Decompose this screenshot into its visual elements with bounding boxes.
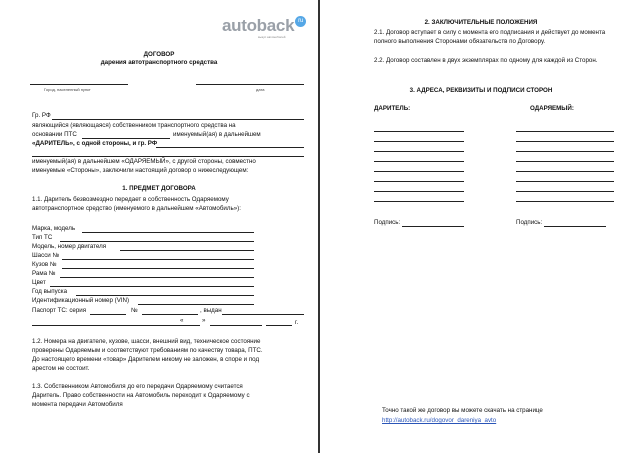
contract-title: ДОГОВОР [143, 51, 175, 58]
intro-line-1: Гр. РФ [32, 112, 51, 119]
para-1-2-line-1: 1.2. Номера на двигателе, кузове, шасси, внешний вид, техническое состояние [32, 338, 261, 345]
field-engine-line[interactable] [120, 250, 254, 251]
year-abbrev: г. [295, 319, 299, 326]
field-frame: Рама № [32, 270, 56, 277]
recipient-detail-line[interactable] [516, 201, 614, 202]
field-make-model: Марка, модель [32, 225, 76, 232]
autoback-logo[interactable] [222, 16, 306, 39]
intro-line-5: «ДАРИТЕЛЬ», с одной стороны, и гр. РФ [32, 140, 158, 147]
intro-line-7: именуемые «Стороны», заключили настоящий договор о нижеследующем: [32, 167, 249, 174]
logo-wordmark: autoback [222, 16, 295, 35]
para-2-1-line-2: полного выполнения Сторонами обязательств по Договору. [374, 38, 546, 45]
donor-detail-line[interactable] [374, 141, 464, 142]
section-1-title: 1. ПРЕДМЕТ ДОГОВОРА [122, 185, 196, 192]
field-chassis: Шасси № [32, 252, 60, 259]
recipient-detail-line[interactable] [516, 141, 614, 142]
fill-line [32, 156, 304, 157]
contract-page-2 [322, 0, 640, 453]
donor-detail-line[interactable] [374, 161, 464, 162]
para-2-2: 2.2. Договор составлен в двух экземплярах по одному для каждой из Сторон. [374, 57, 598, 64]
field-vin-line[interactable] [138, 304, 254, 305]
field-vehicle-type: Тип ТС [32, 234, 53, 241]
para-1-2-line-2: проверены Одаряемым и соответствуют требованиям по качеству товара, ПТС. [32, 347, 263, 354]
field-color: Цвет [32, 279, 46, 286]
recipient-detail-line[interactable] [516, 161, 614, 162]
field-body: Кузов № [32, 261, 57, 268]
donor-detail-line[interactable] [374, 181, 464, 182]
section-2-title: 2. ЗАКЛЮЧИТЕЛЬНЫЕ ПОЛОЖЕНИЯ [424, 19, 538, 26]
donor-label: ДАРИТЕЛЬ: [374, 105, 411, 112]
intro-line-4: именуемый(ая) в дальнейшем [173, 131, 261, 138]
field-body-line[interactable] [62, 268, 254, 269]
field-frame-line[interactable] [60, 277, 254, 278]
donor-detail-line[interactable] [374, 191, 464, 192]
intro-line-2: являющийся (являющаяся) собственником транспортного средства на [32, 122, 236, 129]
fill-line [82, 138, 170, 139]
issue-year-line[interactable] [266, 325, 292, 326]
recipient-detail-line[interactable] [516, 191, 614, 192]
field-color-line[interactable] [50, 286, 254, 287]
recipient-detail-line[interactable] [516, 151, 614, 152]
field-year: Год выпуска [32, 288, 68, 295]
recipient-detail-line[interactable] [516, 181, 614, 182]
field-vehicle-type-line[interactable] [60, 241, 254, 242]
page-divider [318, 0, 320, 453]
recipient-label: ОДАРЯЕМЫЙ: [530, 105, 574, 112]
recipient-signature-line[interactable] [544, 226, 606, 227]
field-make-model-line[interactable] [82, 232, 254, 233]
para-1-2-line-4: арестом не состоит. [32, 365, 90, 372]
para-2-1-line-1: 2.1. Договор вступает в силу с момента его подписания и действует до момента [374, 29, 606, 36]
donor-detail-line[interactable] [374, 201, 464, 202]
download-note: Точно такой же договор вы можете скачать на странице [382, 407, 543, 414]
passport-number-line[interactable] [142, 314, 198, 315]
para-1-2-line-3: До настоящего времени «товар» Дарителем никому не заложен, в споре и под [32, 356, 260, 363]
fill-line [52, 119, 304, 120]
passport-issuer-line[interactable] [222, 314, 304, 315]
recipient-detail-line[interactable] [516, 171, 614, 172]
field-chassis-line[interactable] [62, 259, 254, 260]
para-1-1-line-1: 1.1. Даритель безвозмездно передает в собственность Одаряемому [32, 196, 229, 203]
intro-line-3: основании ПТС [32, 131, 77, 138]
download-link[interactable]: http://autoback.ru/dogovor_dareniya_avto [382, 417, 497, 424]
para-1-3-line-2: Даритель. Право собственности на Автомобиль переходит к Одаряемому с [32, 392, 250, 399]
city-caption: Город, населенный пункт [44, 87, 91, 92]
passport-label: Паспорт ТС: серия [32, 307, 87, 314]
para-1-1-line-2: автотранспортное средство (именуемого в дальнейшем «Автомобиль»): [32, 205, 241, 212]
field-year-line[interactable] [76, 295, 254, 296]
issuer-continuation-line[interactable] [32, 325, 198, 326]
donor-signature-label: Подпись: [374, 219, 401, 226]
para-1-3-line-1: 1.3. Собственником Автомобиля до его передачи Одаряемому считается [32, 383, 243, 390]
donor-detail-line[interactable] [374, 131, 464, 132]
passport-issued-label: , выдан [200, 307, 222, 314]
date-line [196, 84, 304, 85]
field-vin: Идентификационный номер (VIN) [32, 297, 130, 304]
passport-series-line[interactable] [90, 314, 126, 315]
issue-day-line[interactable] [186, 325, 200, 326]
issue-month-line[interactable] [210, 325, 262, 326]
logo-tagline: выкуп автомобилей [258, 35, 286, 39]
donor-detail-line[interactable] [374, 171, 464, 172]
section-3-title: 3. АДРЕСА, РЕКВИЗИТЫ И ПОДПИСИ СТОРОН [409, 87, 553, 94]
date-caption: дата [256, 87, 265, 92]
recipient-detail-line[interactable] [516, 131, 614, 132]
donor-detail-line[interactable] [374, 151, 464, 152]
recipient-signature-label: Подпись: [516, 219, 543, 226]
quote-open: « [180, 317, 184, 324]
passport-no-label: № [131, 307, 138, 314]
field-engine: Модель, номер двигателя [32, 243, 107, 250]
quote-close: » [202, 317, 206, 324]
fill-line [156, 147, 304, 148]
donor-signature-line[interactable] [402, 226, 464, 227]
contract-subtitle: дарения автотранспортного средства [100, 59, 218, 66]
contract-page-1 [0, 0, 318, 453]
city-line [30, 84, 128, 85]
logo-ru-badge: ru [295, 16, 306, 27]
para-1-3-line-3: момента передачи Автомобиля [32, 401, 123, 408]
intro-line-6: именуемый(ая) в дальнейшем «ОДАРЯЕМЫЙ», с другой стороны, совместно [32, 158, 256, 165]
